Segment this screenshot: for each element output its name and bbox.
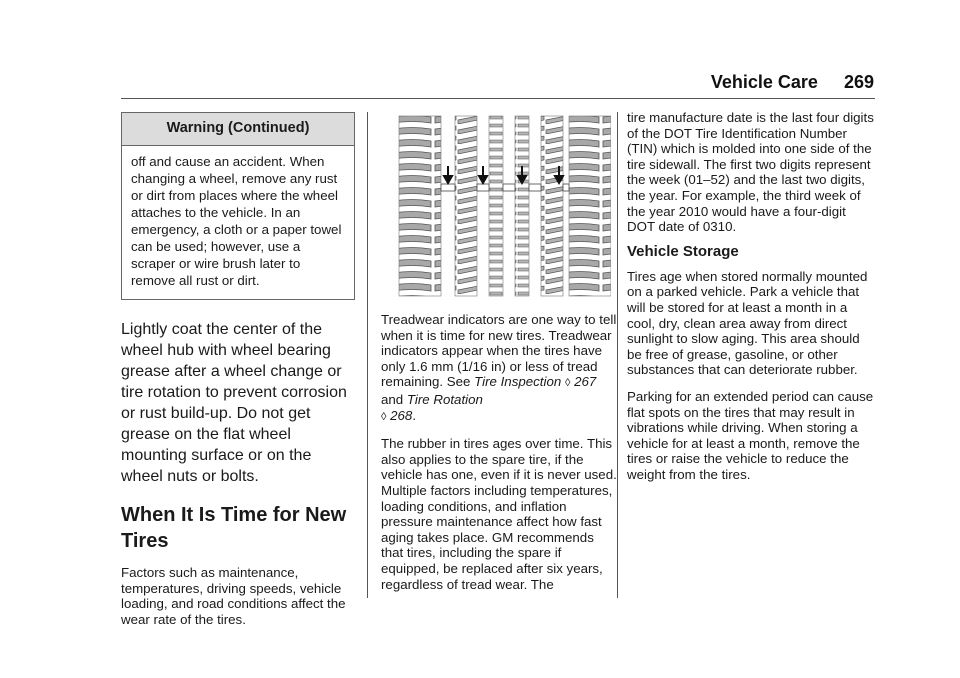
column-1 — [121, 112, 355, 627]
dot-date-paragraph: tire manufacture date is the last four digits of the DOT Tire Identification Number (TIN) which is molded into one side of the tire sidewall. The first two digits represent the week (01–52) and the last two digits, the year. For example, the third week of the year 2010 would have a four-digit DOT date of 0310. — [627, 110, 874, 235]
new-tires-heading: When It Is Time for New Tires — [121, 504, 347, 552]
column-3 — [627, 110, 877, 482]
section-title: Vehicle Care — [710, 72, 818, 92]
wheel-hub-paragraph: Lightly coat the center of the wheel hub with wheel bearing grease after a wheel change or tire rotation to prevent corrosion or rust build-up. Do not get grease on the flat wheel mounting surface or on the wheel nuts or bolts. — [121, 321, 347, 485]
tire-aging-paragraph: The rubber in tires ages over time. This also applies to the spare tire, if the vehicle has one, even if it is never used. Multiple factors including temperatures, loading conditions, and inflation pressure maintenance affect how fast aging takes place. GM recommends that tires, including the spare if equipped, be replaced after six years, regardless of tread wear. The — [381, 436, 617, 592]
arrow-symbol-icon: ◊ — [381, 410, 387, 423]
storage-paragraph: Tires age when stored normally mounted on a parked vehicle. Park a vehicle that will be stored for at least a month in a cool, dry, clean area away from direct sunlight to slow aging. This area should be free of grease, gasoline, or other substances that can deteriorate rubber. — [627, 268, 868, 378]
page-header — [711, 72, 874, 93]
tire-rotation-link[interactable]: Tire Rotation — [406, 391, 483, 407]
header-divider — [121, 98, 875, 99]
page-number: 269 — [843, 72, 874, 92]
treadwear-paragraph: Treadwear indicators are one way to tell when it is time for new tires. Treadwear indicators appear when the tires have only 1.6 mm (1/16 in) or less of tread remaining. See Tire Inspection ◊ 267 and Tire Rotation ◊ 268. — [381, 312, 617, 423]
warning-body: off and cause an accident. When changing a wheel, remove any rust or dirt from places where the wheel attaches to the vehicle. In an emergency, a cloth or a paper towel can be used; however, use a scraper or wire brush later to remove all rust or dirt. — [131, 154, 342, 288]
warning-box — [121, 112, 355, 300]
wear-factors-paragraph: Factors such as maintenance, temperatures, driving speeds, vehicle loading, and road conditions affect the wear rate of the tires. — [121, 565, 346, 627]
vehicle-storage-heading: Vehicle Storage — [627, 242, 739, 260]
arrow-symbol-icon: ◊ — [564, 377, 571, 390]
tire-rotation-page-ref[interactable]: 268 — [390, 407, 413, 423]
parking-paragraph: Parking for an extended period can cause flat spots on the tires that may result in vibrations while driving. When storing a vehicle for at least a month, remove the tires or raise the vehicle to reduce the weight from the tires. — [627, 388, 874, 482]
column-divider-left — [367, 112, 368, 598]
treadwear-indicator-illustration — [391, 114, 611, 298]
column-2 — [381, 114, 617, 592]
warning-title: Warning (Continued) — [122, 113, 354, 146]
column-divider-right — [617, 112, 618, 598]
tire-inspection-link[interactable]: Tire Inspection — [474, 374, 562, 390]
tire-inspection-page-ref[interactable]: 267 — [574, 374, 597, 390]
